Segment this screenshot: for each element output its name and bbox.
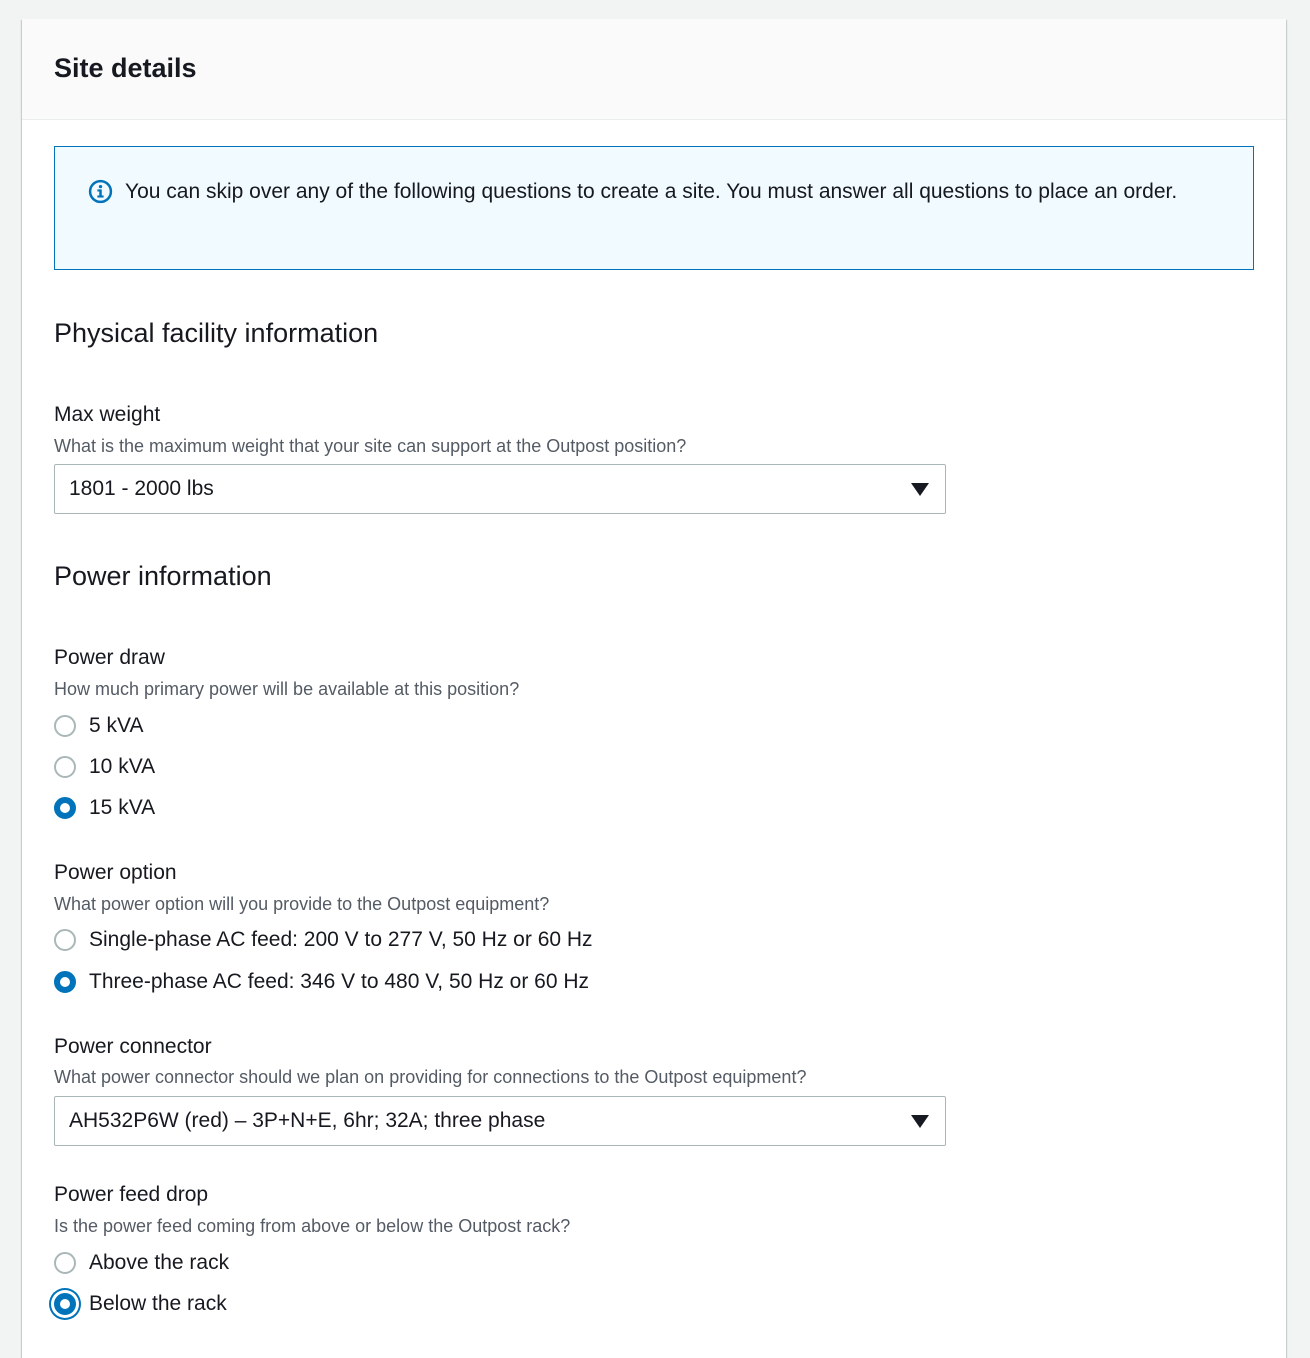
radio-button[interactable] [54,715,76,737]
radio-label: Single-phase AC feed: 200 V to 277 V, 50 Hz or 60 Hz [89,927,593,951]
radio-label: 5 kVA [89,713,144,737]
info-icon [88,179,113,204]
radio-label: 10 kVA [89,754,156,778]
power-option-three-phase[interactable] [54,961,589,1002]
radio-button[interactable] [54,756,76,778]
site-details-panel [22,19,1286,1358]
radio-button-selected[interactable] [54,797,76,819]
power-option-label: Power option [54,861,177,884]
power-connector-label: Power connector [54,1035,212,1058]
power-draw-description: How much primary power will be available at this position? [54,679,520,699]
power-feed-drop-below[interactable] [54,1283,227,1324]
power-feed-drop-label: Power feed drop [54,1183,209,1206]
radio-label: Three-phase AC feed: 346 V to 480 V, 50 Hz or 60 Hz [89,969,590,993]
max-weight-label: Max weight [54,403,161,426]
radio-button-selected[interactable] [54,971,76,993]
radio-button-selected[interactable] [54,1293,76,1315]
physical-facility-heading: Physical facility information [54,318,379,348]
power-connector-select[interactable] [54,1096,946,1146]
panel-title: Site details [54,53,197,83]
radio-label: Above the rack [89,1250,230,1274]
info-alert-text: You can skip over any of the following questions to create a site. You must answer all questions to place an order. [125,180,1178,203]
power-draw-option-5kva[interactable] [54,705,143,746]
radio-label: Below the rack [89,1291,227,1315]
caret-down-icon [911,483,929,497]
max-weight-select[interactable] [54,464,946,514]
power-option-single-phase[interactable] [54,919,593,960]
power-connector-description: What power connector should we plan on providing for connections to the Outpost equipment? [54,1067,807,1087]
info-alert [54,146,1254,270]
radio-button[interactable] [54,1252,76,1274]
max-weight-description: What is the maximum weight that your site can support at the Outpost position? [54,436,687,456]
power-draw-option-15kva[interactable] [54,787,155,828]
power-feed-drop-description: Is the power feed coming from above or below the Outpost rack? [54,1216,571,1236]
power-information-heading: Power information [54,561,272,591]
panel-header [22,19,1286,120]
caret-down-icon [911,1115,929,1129]
radio-label: 15 kVA [89,795,156,819]
power-draw-label: Power draw [54,646,165,669]
radio-button[interactable] [54,929,76,951]
power-connector-value: AH532P6W (red) – 3P+N+E, 6hr; 32A; three phase [69,1109,546,1132]
power-feed-drop-above[interactable] [54,1242,229,1283]
power-draw-option-10kva[interactable] [54,746,155,787]
power-option-description: What power option will you provide to the Outpost equipment? [54,894,550,914]
max-weight-value: 1801 - 2000 lbs [69,477,214,500]
